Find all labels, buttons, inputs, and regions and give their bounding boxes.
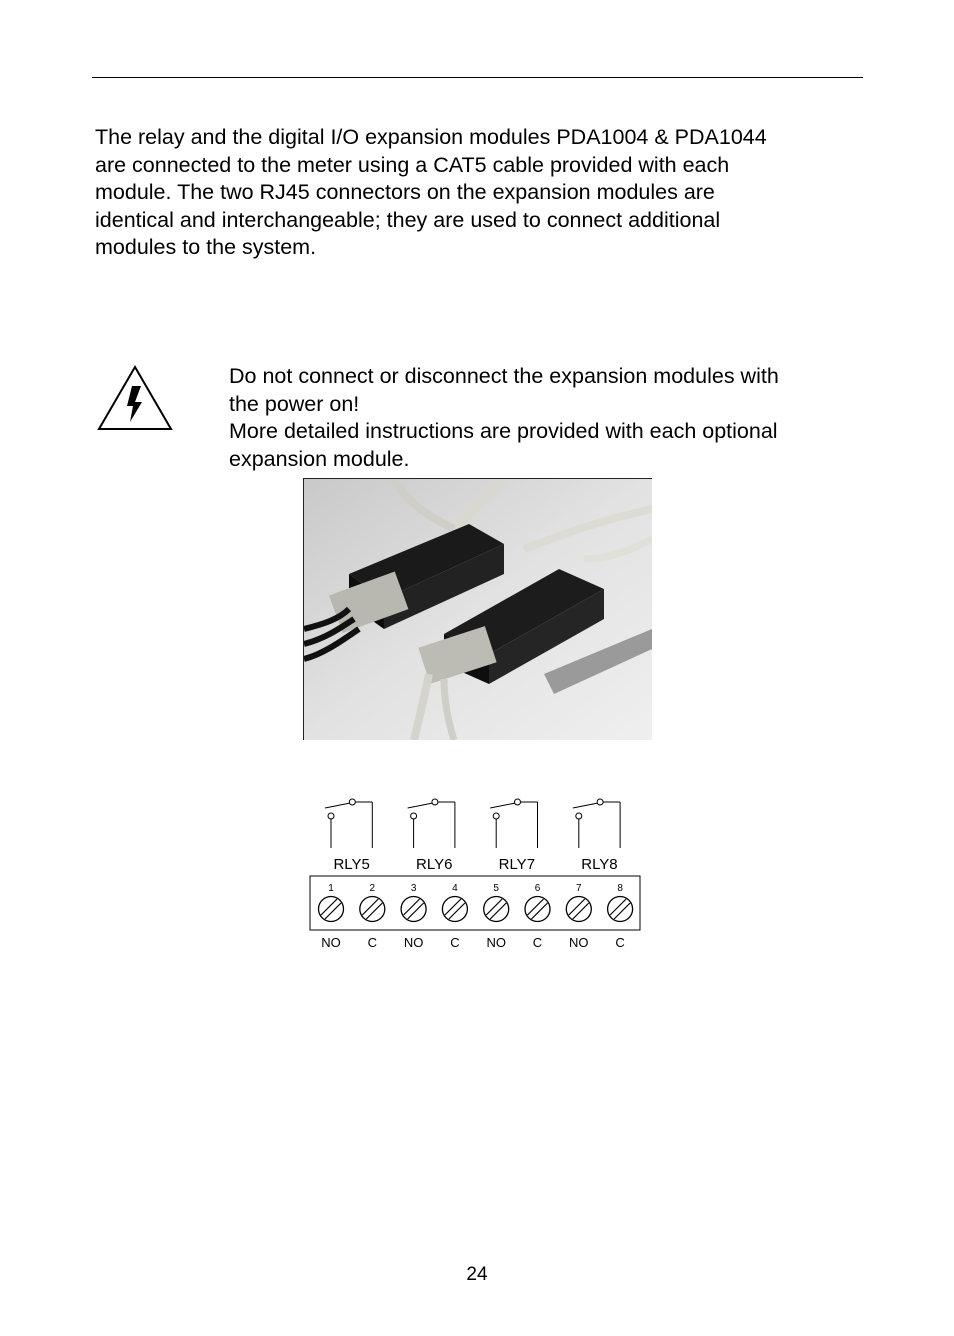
- relay-label: RLY7: [498, 856, 536, 873]
- relay-label: RLY5: [333, 856, 370, 873]
- contact-pivot: [349, 799, 355, 805]
- relay-contact-symbol: [408, 799, 455, 848]
- contact-arm: [325, 803, 350, 808]
- relay-contact-symbol: [325, 799, 372, 848]
- high-voltage-warning-icon: [96, 364, 174, 432]
- relay-label: RLY6: [416, 856, 453, 873]
- contact-arm: [490, 803, 515, 808]
- warning-line: More detailed instructions are provided with each optional: [229, 419, 778, 443]
- relay-contact-symbol: [490, 799, 537, 848]
- warning-line: expansion module.: [229, 446, 410, 471]
- terminal-number: 8: [617, 883, 623, 894]
- intro-line: module. The two RJ45 connectors on the expansion modules are: [95, 180, 715, 204]
- terminal-label: NO: [403, 935, 424, 950]
- terminal-screw: [608, 897, 633, 922]
- terminal-label: C: [450, 935, 460, 950]
- page-number: 24: [466, 1264, 488, 1285]
- terminal-screw: [525, 897, 550, 922]
- terminal-number: 4: [452, 883, 458, 894]
- intro-line: are connected to the meter using a CAT5 cable provided with each: [95, 152, 730, 177]
- contact-terminal: [411, 813, 417, 819]
- relay-terminal-diagram: [300, 790, 650, 960]
- relay-contact-symbol: [573, 799, 620, 848]
- terminal-screw: [484, 897, 509, 922]
- contact-pivot: [597, 799, 603, 805]
- terminal-number: 5: [493, 883, 499, 894]
- relay-contacts: [325, 799, 620, 873]
- terminal-screw: [401, 897, 426, 922]
- contact-pivot: [432, 799, 438, 805]
- terminal-number: 7: [576, 883, 582, 894]
- terminal-number: 6: [534, 883, 541, 894]
- contact-pivot: [515, 799, 521, 805]
- terminal-label: NO: [486, 935, 506, 950]
- expansion-modules-photo: [303, 478, 652, 740]
- terminal-label: NO: [569, 935, 589, 950]
- contact-terminal: [328, 813, 334, 819]
- contact-terminal: [493, 813, 499, 819]
- warning-text: [229, 363, 869, 473]
- terminal-screw: [319, 897, 344, 922]
- terminal-label: C: [532, 935, 543, 950]
- terminal-screw: [442, 897, 467, 922]
- intro-line: identical and interchangeable; they are used to connect additional: [95, 207, 721, 232]
- terminal-screw: [566, 897, 591, 922]
- terminal-number: 3: [410, 883, 417, 894]
- terminal-label: NO: [321, 935, 341, 950]
- intro-line: modules to the system.: [95, 235, 317, 259]
- intro-paragraph: [95, 124, 865, 262]
- warning-line: the power on!: [229, 391, 360, 416]
- terminal-number: 1: [328, 883, 334, 894]
- terminal-screws: [319, 883, 633, 950]
- contact-arm: [408, 803, 433, 808]
- terminal-label: C: [615, 935, 625, 950]
- intro-line: The relay and the digital I/O expansion modules PDA1004 & PDA1044: [95, 125, 767, 149]
- contact-terminal: [576, 813, 582, 819]
- warning-line: Do not connect or disconnect the expansion modules with: [229, 364, 779, 388]
- terminal-label: C: [367, 935, 377, 950]
- terminal-number: 2: [369, 883, 376, 894]
- relay-label: RLY8: [581, 856, 618, 873]
- terminal-screw: [360, 897, 385, 922]
- header-rule: [92, 77, 863, 78]
- contact-arm: [573, 803, 598, 808]
